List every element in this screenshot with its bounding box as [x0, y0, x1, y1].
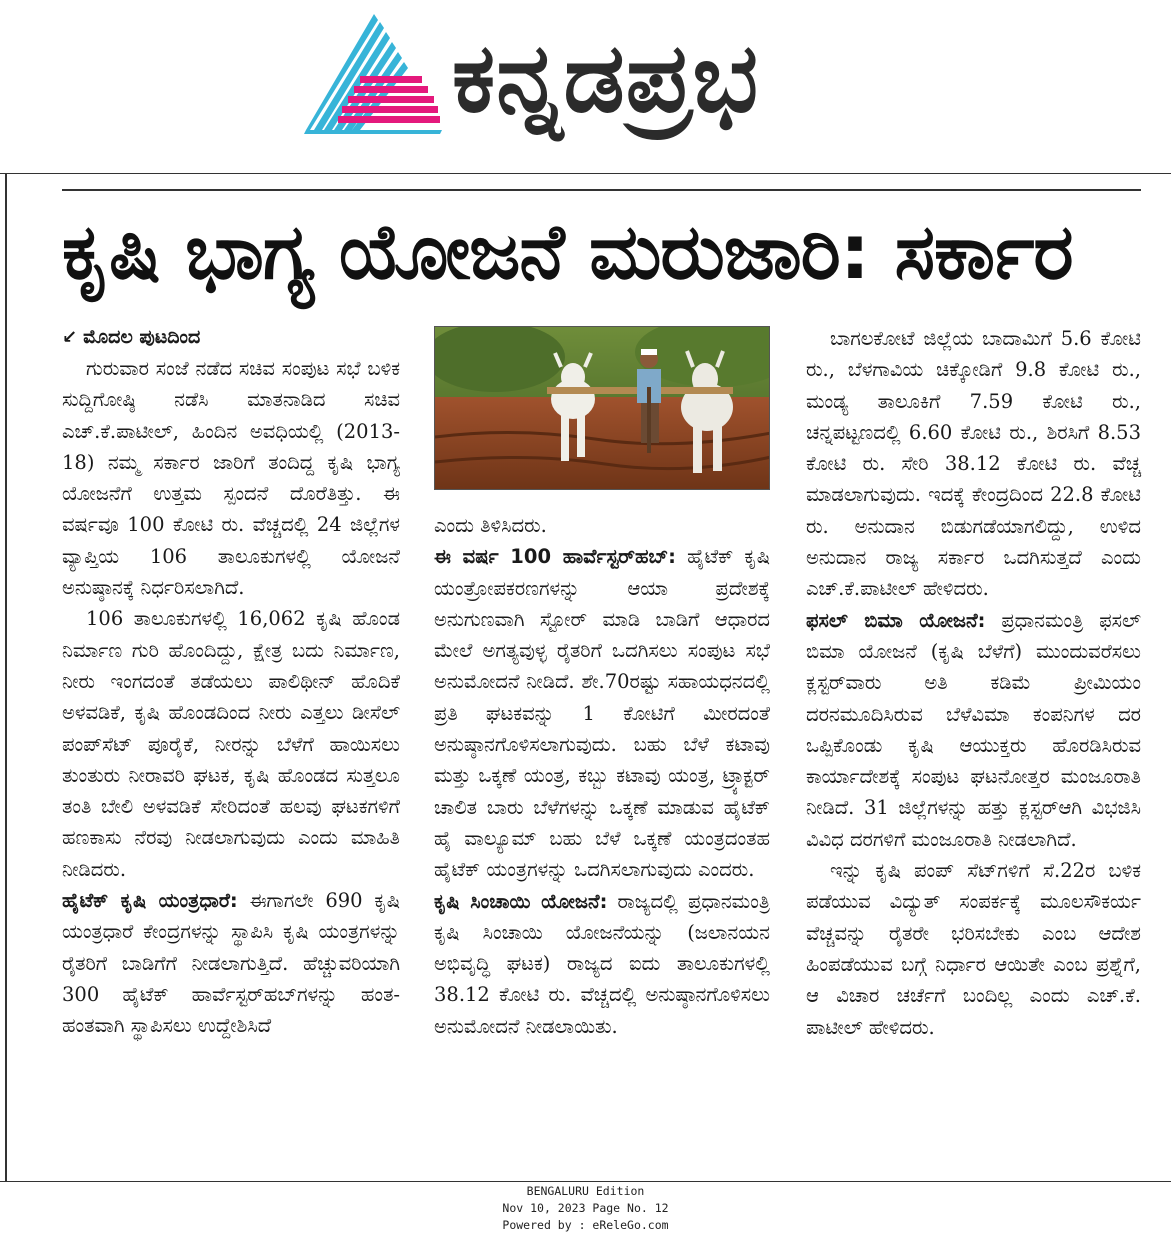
jump-label: ಮೊದಲ ಪುಟದಿಂದ	[83, 326, 201, 348]
paragraph	[62, 885, 400, 1041]
column-1	[62, 322, 400, 1042]
left-divider	[5, 173, 7, 1181]
paragraph-text: ಈಗಾಗಲೇ 690 ಕೃಷಿ ಯಂತ್ರಧಾರೆ ಕೇಂದ್ರಗಳನ್ನು ಸ್ಥಾಪಿಸಿ ಕೃಷಿ ಯಂತ್ರಗಳನ್ನು ರೈತರಿಗೆ ಬಾಡಿಗೆಗೆ ನೀಡಲಾಗುತ್ತಿದೆ. ಹೆಚ್ಚುವರಿಯಾಗಿ 300 ಹೈಟೆಕ್ ಹಾರ್ವೆಸ್ಟರ್‌ಹಬ್‌ಗಳನ್ನು ಹಂತ-ಹಂತವಾಗಿ ಸ್ಥಾಪಿಸಲು ಉದ್ದೇಶಿಸಿದೆ	[62, 889, 400, 1038]
paragraph	[806, 605, 1141, 855]
subheading: ಫಸಲ್ ಬಿಮಾ ಯೋಜನೆ:	[806, 608, 986, 632]
paragraph-text: ಪ್ರಧಾನಮಂತ್ರಿ ಫಸಲ್ ಬಿಮಾ ಯೋಜನೆ (ಕೃಷಿ ಬೆಳೆಗೆ) ಮುಂದುವರೆಸಲು ಕ್ಲಸ್ಟರ್‌ವಾರು ಅತಿ ಕಡಿಮೆ ಪ್ರೀಮಿಯಂ ದರನಮೂದಿಸಿರುವ ಬೆಳೆವಿಮಾ ಕಂಪನಿಗಳ ದರ ಒಪ್ಪಿಕೊಂಡು ಕೃಷಿ ಆಯುಕ್ತರು ಹೊರಡಿಸಿರುವ ಕಾರ್ಯಾದೇಶಕ್ಕೆ ಸಂಪುಟ ಘಟನೋತ್ತರ ಮಂಜೂರಾತಿ ನೀಡಿದೆ. 31 ಜಿಲ್ಲೆಗಳನ್ನು ಹತ್ತು ಕ್ಲಸ್ಟರ್‌ಆಗಿ ವಿಭಜಿಸಿ ವಿವಿಧ ದರಗಳಿಗೆ ಮಂಜೂರಾತಿ ನೀಡಲಾಗಿದೆ.	[806, 608, 1141, 851]
paragraph	[434, 886, 770, 1042]
page-footer	[0, 1183, 1171, 1234]
paragraph: ಇನ್ನು ಕೃಷಿ ಪಂಪ್ ಸೆಟ್‌ಗಳಿಗೆ ಸೆ.22ರ ಬಳಿಕ ಪಡೆಯುವ ವಿದ್ಯುತ್ ಸಂಪರ್ಕಕ್ಕೆ ಮೂಲಸೌಕರ್ಯ ವೆಚ್ಚವನ್ನು ರೈತರೇ ಭರಿಸಬೇಕು ಎಂಬ ಆದೇಶ ಹಿಂಪಡೆಯುವ ಬಗ್ಗೆ ನಿರ್ಧಾರ ಆಯಿತೇ ಎಂಬ ಪ್ರಶ್ನೆಗೆ, ಆ ವಿಚಾರ ಚರ್ಚೆಗೆ ಬಂದಿಲ್ಲ ಎಂದು ಎಚ್.ಕೆ. ಪಾಟೀಲ್ ಹೇಳಿದರು.	[806, 859, 1141, 1039]
headline-divider	[62, 189, 1141, 191]
prism-triangle-icon	[302, 12, 444, 134]
subheading: ಈ ವರ್ಷ 100 ಹಾರ್ವೆಸ್ಟರ್‌ಹಬ್:	[434, 545, 676, 569]
bottom-divider	[0, 1181, 1171, 1182]
paragraph: ಎಂದು ತಿಳಿಸಿದರು.	[434, 514, 547, 537]
paragraph: ಬಾಗಲಕೋಟೆ ಜಿಲ್ಲೆಯ ಬಾದಾಮಿಗೆ 5.6 ಕೋಟಿ ರು., ಬೆಳಗಾವಿಯ ಚಿಕ್ಕೋಡಿಗೆ 9.8 ಕೋಟಿ ರು., ಮಂಡ್ಯ ತಾಲೂಕಿಗೆ 7.59 ಕೋಟಿ ರು., ಚನ್ನಪಟ್ಟಣದಲ್ಲಿ 6.60 ಕೋಟಿ ರು., ಶಿರಸಿಗೆ 8.53 ಕೋಟಿ ರು. ಸೇರಿ 38.12 ಕೋಟಿ ರು. ವೆಚ್ಚ ಮಾಡಲಾಗುವುದು. ಇದಕ್ಕೆ ಕೇಂದ್ರದಿಂದ 22.8 ಕೋಟಿ ರು. ಅನುದಾನ ಬಿಡುಗಡೆಯಾಗಲಿದ್ದು, ಉಳಿದ ಅನುದಾನ ರಾಜ್ಯ ಸರ್ಕಾರ ಒದಗಿಸುತ್ತದೆ ಎಂದು ಎಚ್.ಕೆ.ಪಾಟೀಲ್ ಹೇಳಿದರು.	[806, 327, 1141, 601]
column-3	[806, 323, 1141, 1043]
article-headline: ಕೃಷಿ ಭಾಗ್ಯ ಯೋಜನೆ ಮರುಜಾರಿ: ಸರ್ಕಾರ	[62, 207, 1073, 296]
paragraph	[434, 541, 770, 885]
arrow-down-left-icon: ↙	[62, 327, 78, 348]
paragraph: ಗುರುವಾರ ಸಂಜೆ ನಡೆದ ಸಚಿವ ಸಂಪುಟ ಸಭೆ ಬಳಿಕ ಸುದ್ದಿಗೋಷ್ಠಿ ನಡೆಸಿ ಮಾತನಾಡಿದ ಸಚಿವ ಎಚ್.ಕೆ.ಪಾಟೀಲ್, ಹಿಂದಿನ ಅವಧಿಯಲ್ಲಿ (2013-18) ನಮ್ಮ ಸರ್ಕಾರ ಜಾರಿಗೆ ತಂದಿದ್ದ ಕೃಷಿ ಭಾಗ್ಯ ಯೋಜನೆಗೆ ಉತ್ತಮ ಸ್ಪಂದನೆ ದೊರೆತಿತ್ತು. ಈ ವರ್ಷವೂ 100 ಕೋಟಿ ರು. ವೆಚ್ಚದಲ್ಲಿ 24 ಜಿಲ್ಲೆಗಳ ವ್ಯಾಪ್ತಿಯ 106 ತಾಲೂಕುಗಳಲ್ಲಿ ಯೋಜನೆ ಅನುಷ್ಠಾನಕ್ಕೆ ನಿರ್ಧರಿಸಲಾಗಿದೆ.	[62, 357, 400, 600]
date-page-label: Nov 10, 2023 Page No. 12	[502, 1201, 669, 1215]
masthead-title: ಕನ್ನಡಪ್ರಭ	[452, 22, 760, 134]
article-photo	[434, 326, 770, 490]
continued-from-front-page	[62, 322, 400, 353]
paragraph-text: ರಾಜ್ಯದಲ್ಲಿ ಪ್ರಧಾನಮಂತ್ರಿ ಕೃಷಿ ಸಿಂಚಾಯಿ ಯೋಜನೆಯನ್ನು (ಜಲಾನಯನ ಅಭಿವೃದ್ಧಿ ಘಟಕ) ರಾಜ್ಯದ ಐದು ತಾಲೂಕುಗಳಲ್ಲಿ 38.12 ಕೋಟಿ ರು. ವೆಚ್ಚದಲ್ಲಿ ಅನುಷ್ಠಾನಗೊಳಿಸಲು ಅನುಮೋದನೆ ನೀಡಲಾಯಿತು.	[434, 889, 770, 1038]
paragraph: 106 ತಾಲೂಕುಗಳಲ್ಲಿ 16,062 ಕೃಷಿ ಹೊಂಡ ನಿರ್ಮಾಣ ಗುರಿ ಹೊಂದಿದ್ದು, ಕ್ಷೇತ್ರ ಬದು ನಿರ್ಮಾಣ, ನೀರು ಇಂಗದಂತೆ ತಡೆಯಲು ಪಾಲಿಥೀನ್ ಹೊದಿಕೆ ಅಳವಡಿಕೆ, ಕೃಷಿ ಹೊಂಡದಿಂದ ನೀರು ಎತ್ತಲು ಡೀಸೆಲ್ ಪಂಪ್‌ಸೆಟ್ ಪೂರೈಕೆ, ನೀರನ್ನು ಬೆಳೆಗೆ ಹಾಯಿಸಲು ತುಂತುರು ನೀರಾವರಿ ಘಟಕ, ಕೃಷಿ ಹೊಂಡದ ಸುತ್ತಲೂ ತಂತಿ ಬೇಲಿ ಅಳವಡಿಕೆ ಸೇರಿದಂತೆ ಹಲವು ಘಟಕಗಳಿಗೆ ಹಣಕಾಸು ನೆರವು ನೀಡಲಾಗುವುದು ಎಂದು ಮಾಹಿತಿ ನೀಡಿದರು.	[62, 607, 400, 881]
edition-label: BENGALURU Edition	[526, 1184, 645, 1198]
photo-farmer-bullocks	[435, 327, 770, 490]
paragraph-text: ಹೈಟೆಕ್ ಕೃಷಿ ಯಂತ್ರೋಪಕರಣಗಳನ್ನು ಆಯಾ ಪ್ರದೇಶಕ್ಕೆ ಅನುಗುಣವಾಗಿ ಸ್ಟೋರ್ ಮಾಡಿ ಬಾಡಿಗೆ ಆಧಾರದ ಮೇಲೆ ಅಗತ್ಯವುಳ್ಳ ರೈತರಿಗೆ ಒದಗಿಸಲು ಸಂಪುಟ ಸಭೆ ಅನುಮೋದನೆ ನೀಡಿದೆ. ಶೇ.70ರಷ್ಟು ಸಹಾಯಧನದಲ್ಲಿ ಪ್ರತಿ ಘಟಕವನ್ನು 1 ಕೋಟಿಗೆ ಮೀರದಂತೆ ಅನುಷ್ಠಾನಗೊಳಿಸಲಾಗುವುದು. ಬಹು ಬೆಳೆ ಕಟಾವು ಮತ್ತು ಒಕ್ಕಣೆ ಯಂತ್ರ, ಕಬ್ಬು ಕಟಾವು ಯಂತ್ರ, ಟ್ರ್ಯಾಕ್ಟರ್ ಚಾಲಿತ ಬಾರು ಬೆಳೆಗಳನ್ನು ಒಕ್ಕಣೆ ಮಾಡುವ ಹೈಟೆಕ್ ಹೈ ವಾಲ್ಯೂಮ್ ಬಹು ಬೆಳೆ ಒಕ್ಕಣೆ ಯಂತ್ರದಂತಹ ಹೈಟೆಕ್ ಯಂತ್ರಗಳನ್ನು ಒದಗಿಸಲಾಗುವುದು ಎಂದರು.	[434, 545, 771, 882]
powered-by-link[interactable]: Powered by : eReleGo.com	[502, 1218, 669, 1232]
column-2	[434, 510, 770, 1042]
subheading: ಹೈಟೆಕ್ ಕೃಷಿ ಯಂತ್ರಧಾರೆ:	[62, 889, 238, 913]
subheading: ಕೃಷಿ ಸಿಂಚಾಯಿ ಯೋಜನೆ:	[434, 889, 608, 913]
masthead	[0, 0, 1171, 172]
top-divider	[0, 173, 1171, 174]
